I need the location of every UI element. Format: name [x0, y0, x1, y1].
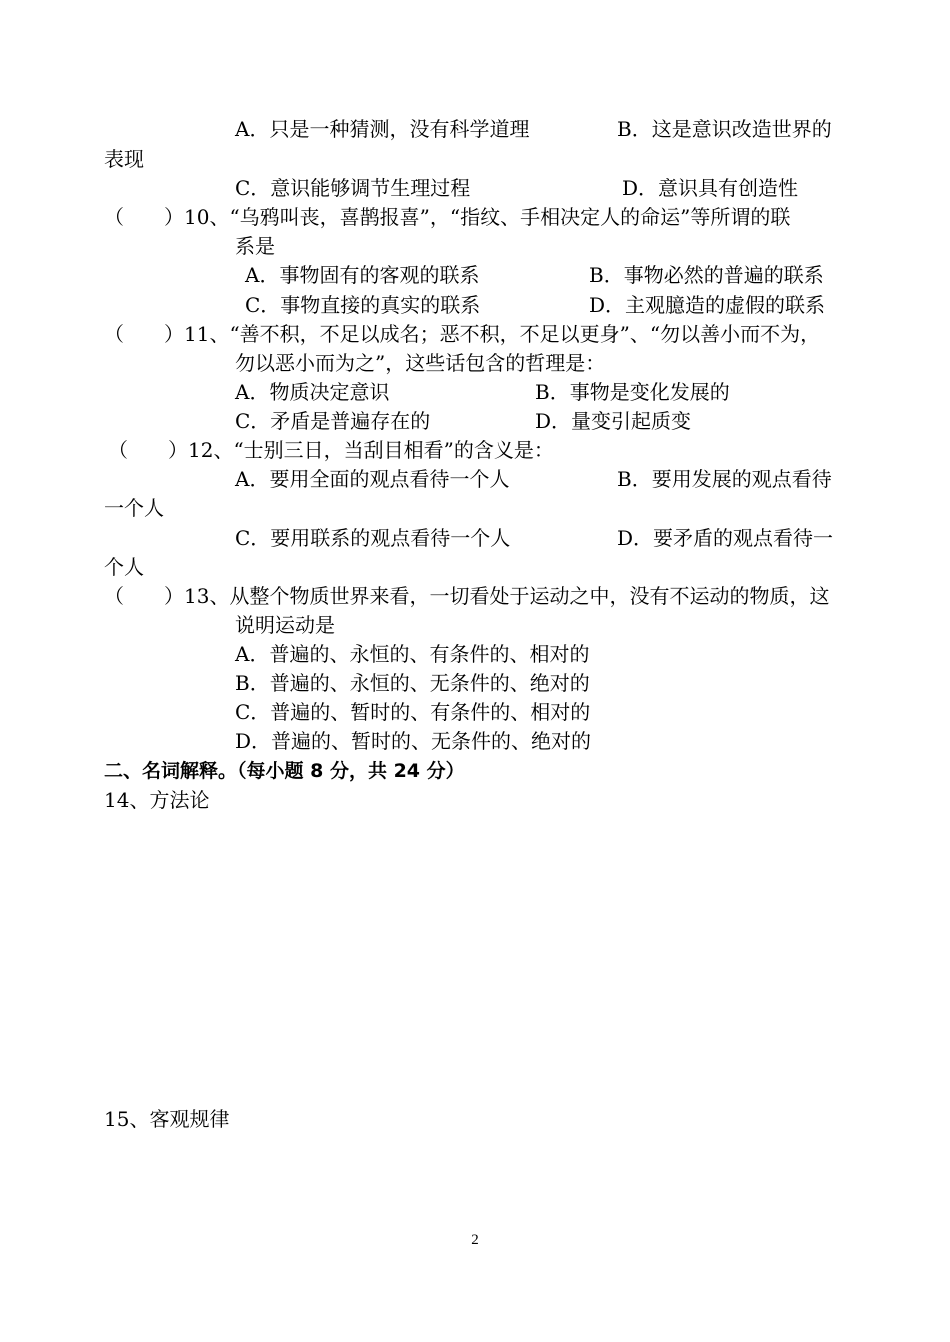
q9-option-c: C．意识能够调节生理过程 — [235, 176, 471, 200]
q10-option-b: B．事物必然的普遍的联系 — [589, 263, 824, 287]
q15-term: 15、客观规律 — [104, 1107, 230, 1131]
q11-stem-line1: （ ）11、“善不积，不足以成名；恶不积，不足以更身”、“勿以善小而不为， — [104, 322, 821, 346]
q13-option-b: B．普遍的、永恒的、无条件的、绝对的 — [235, 671, 590, 695]
q13-stem-line1: （ ）13、从整个物质世界来看，一切看处于运动之中，没有不运动的物质，这 — [104, 584, 830, 608]
q9-option-b: B．这是意识改造世界的 — [617, 117, 832, 141]
q13-option-d: D．普遍的、暂时的、无条件的、绝对的 — [235, 729, 592, 753]
q12-option-a: A．要用全面的观点看待一个人 — [235, 467, 510, 491]
q12-option-b: B．要用发展的观点看待 — [617, 467, 832, 491]
q10-stem-line2: 系是 — [235, 234, 275, 258]
q12-option-d: D．要矛盾的观点看待一 — [617, 526, 834, 550]
q13-stem-line2: 说明运动是 — [235, 613, 335, 637]
section2-heading: 二、名词解释。（每小题 8 分，共 24 分） — [104, 760, 465, 782]
q12-stem-line1: （ ）12、“士别三日，当刮目相看”的含义是： — [108, 438, 554, 462]
q9-option-b-continued: 表现 — [104, 147, 144, 171]
q11-option-c: C．矛盾是普遍存在的 — [235, 409, 431, 433]
q10-option-a: A．事物固有的客观的联系 — [245, 263, 480, 287]
q9-option-d: D．意识具有创造性 — [622, 176, 799, 200]
q9-option-a: A．只是一种猜测，没有科学道理 — [235, 117, 530, 141]
q12-option-c: C．要用联系的观点看待一个人 — [235, 526, 511, 550]
q11-option-b: B．事物是变化发展的 — [535, 380, 730, 404]
q11-option-a: A．物质决定意识 — [235, 380, 390, 404]
q13-option-a: A．普遍的、永恒的、有条件的、相对的 — [235, 642, 590, 666]
q13-option-c: C．普遍的、暂时的、有条件的、相对的 — [235, 700, 591, 724]
q12-option-b-continued: 一个人 — [104, 496, 164, 520]
q11-option-d: D．量变引起质变 — [535, 409, 692, 433]
q10-stem-line1: （ ）10、“乌鸦叫丧，喜鹊报喜”，“指纹、手相决定人的命运”等所谓的联 — [104, 205, 791, 229]
q12-option-d-continued: 个人 — [104, 555, 144, 579]
q14-term: 14、方法论 — [104, 788, 210, 812]
q11-stem-line2: 勿以恶小而为之”，这些话包含的哲理是： — [235, 351, 606, 375]
q10-option-d: D．主观臆造的虚假的联系 — [589, 293, 826, 317]
page-number: 2 — [471, 1232, 479, 1248]
q10-option-c: C．事物直接的真实的联系 — [245, 293, 481, 317]
